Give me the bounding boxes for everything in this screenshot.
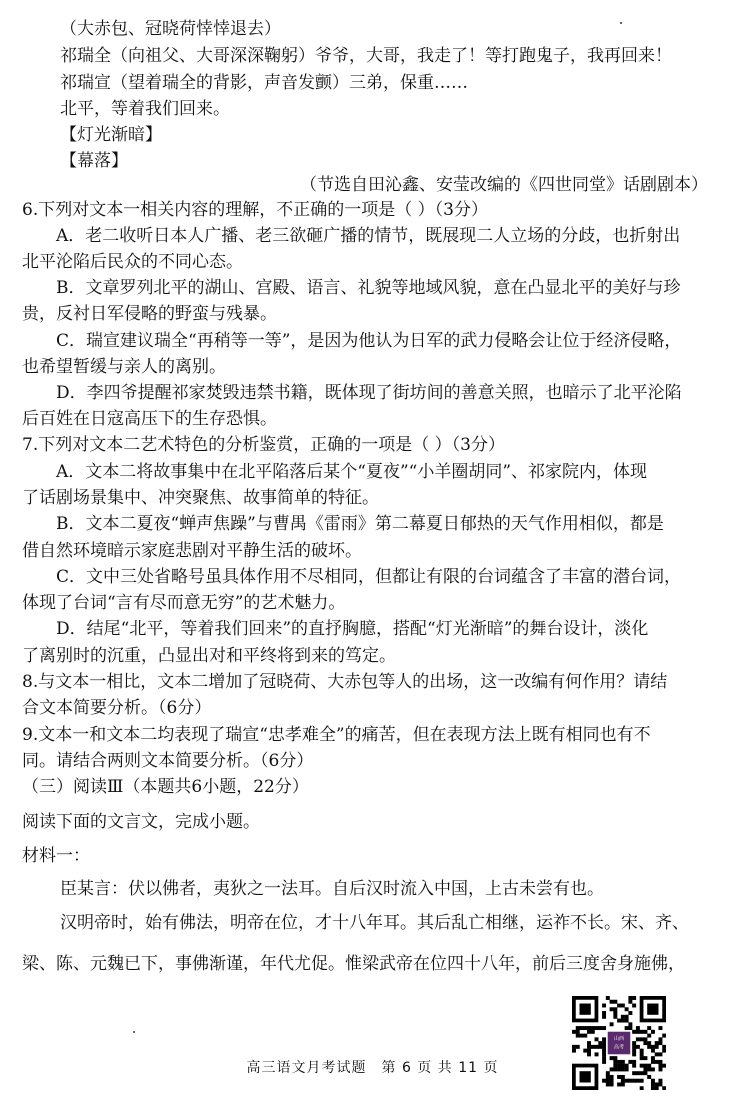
q7-option-b-cont: 借自然环境暗示家庭悲剧对平静生活的破坏。 <box>22 541 362 561</box>
page-footer: 高三语文月考试题 第 6 页 共 11 页 <box>246 1060 499 1076</box>
source-note: （节选自田沁鑫、安莹改编的《四世同堂》话剧剧本） <box>300 175 708 195</box>
question-7-stem: 7.下列对文本二艺术特色的分析鉴赏，正确的一项是（ ）（3分） <box>22 435 505 455</box>
material-label: 材料一： <box>22 846 90 866</box>
q6-option-b: B．文章罗列北平的湖山、宫殿、语言、礼貌等地域风貌，意在凸显北平的美好与珍 <box>56 278 681 298</box>
q7-option-a: A．文本二将故事集中在北平陷落后某个“夏夜”“小羊圈胡同”、祁家院内，体现 <box>56 462 648 482</box>
dialogue-line: 北平，等着我们回来。 <box>60 99 230 119</box>
q7-option-c: C．文中三处省略号虽具体作用不尽相同，但都让有限的台词蕴含了丰富的潜台词， <box>56 567 682 587</box>
q7-option-c-cont: 体现了台词“言有尽而意无穷”的艺术魅力。 <box>22 593 346 613</box>
section-heading: （三）阅读Ⅲ（本题共6小题，22分） <box>22 777 309 797</box>
q6-option-d-cont: 后百姓在日寇高压下的生存恐惧。 <box>22 409 277 429</box>
q6-option-c: C．瑞宣建议瑞全“再稍等一等”，是因为他认为日军的武力侵略会让位于经济侵略， <box>56 331 682 351</box>
stage-direction: 【灯光渐暗】 <box>60 125 162 145</box>
question-9: 9.文本一和文本二均表现了瑞宣“忠孝难全”的痛苦，但在表现方法上既有相同也有不 <box>22 725 651 745</box>
section-instruction: 阅读下面的文言文，完成小题。 <box>22 812 260 832</box>
question-9-cont: 同。请结合两则文本简要分析。（6分） <box>22 751 314 771</box>
stage-direction: （大赤包、冠晓荷悻悻退去） <box>60 19 281 39</box>
qr-badge-text: 高考 <box>613 1044 625 1051</box>
q6-option-b-cont: 贵，反衬日军侵略的野蛮与残暴。 <box>22 304 277 324</box>
dialogue-line: 祁瑞全（向祖父、大哥深深鞠躬）爷爷，大哥，我走了！等打跑鬼子，我再回来！ <box>60 46 672 66</box>
qr-code <box>572 996 666 1090</box>
scan-speck <box>620 22 622 24</box>
q6-option-a: A．老二收听日本人广播、老三欲砸广播的情节，既展现二人立场的分歧，也折射出 <box>56 226 681 246</box>
classical-text-line: 臣某言：伏以佛者，夷狄之一法耳。自后汉时流入中国，上古未尝有也。 <box>60 879 604 899</box>
q7-option-b: B．文本二夏夜“蝉声焦躁”与曹禺《雷雨》第二幕夏日郁热的天气作用相似，都是 <box>56 514 664 534</box>
question-6-stem: 6.下列对文本一相关内容的理解，不正确的一项是（ ）（3分） <box>22 200 488 220</box>
q6-option-c-cont: 也希望暂缓与亲人的离别。 <box>22 357 226 377</box>
dialogue-line: 祁瑞宣（望着瑞全的背影，声音发颤）三弟，保重…… <box>60 73 468 93</box>
qr-code-graphic <box>572 996 666 1090</box>
q7-option-d-cont: 了离别时的沉重，凸显出对和平终将到来的笃定。 <box>22 646 396 666</box>
q7-option-a-cont: 了话剧场景集中、冲突聚焦、故事简单的特征。 <box>22 488 379 508</box>
q6-option-a-cont: 北平沦陷后民众的不同心态。 <box>22 252 243 272</box>
q7-option-d: D．结尾“北平，等着我们回来”的直抒胸臆，搭配“灯光渐暗”的舞台设计，淡化 <box>56 619 649 639</box>
scan-speck <box>133 1031 135 1033</box>
question-8: 8.与文本一相比，文本二增加了冠晓荷、大赤包等人的出场，这一改编有何作用？请结 <box>22 672 668 692</box>
q6-option-d: D．李四爷提醒祁家焚毁违禁书籍，既体现了街坊间的善意关照，也暗示了北平沦陷 <box>56 383 682 403</box>
classical-text-line: 梁、陈、元魏已下，事佛渐谨，年代尤促。惟梁武帝在位四十八年，前后三度舍身施佛， <box>22 954 685 974</box>
question-8-cont: 合文本简要分析。（6分） <box>22 698 212 718</box>
stage-direction: 【幕落】 <box>60 151 128 171</box>
classical-text-line: 汉明帝时，始有佛法，明帝在位，才十八年耳。其后乱亡相继，运祚不长。宋、齐、 <box>60 913 689 933</box>
qr-badge-text: 山西 <box>613 1035 625 1042</box>
